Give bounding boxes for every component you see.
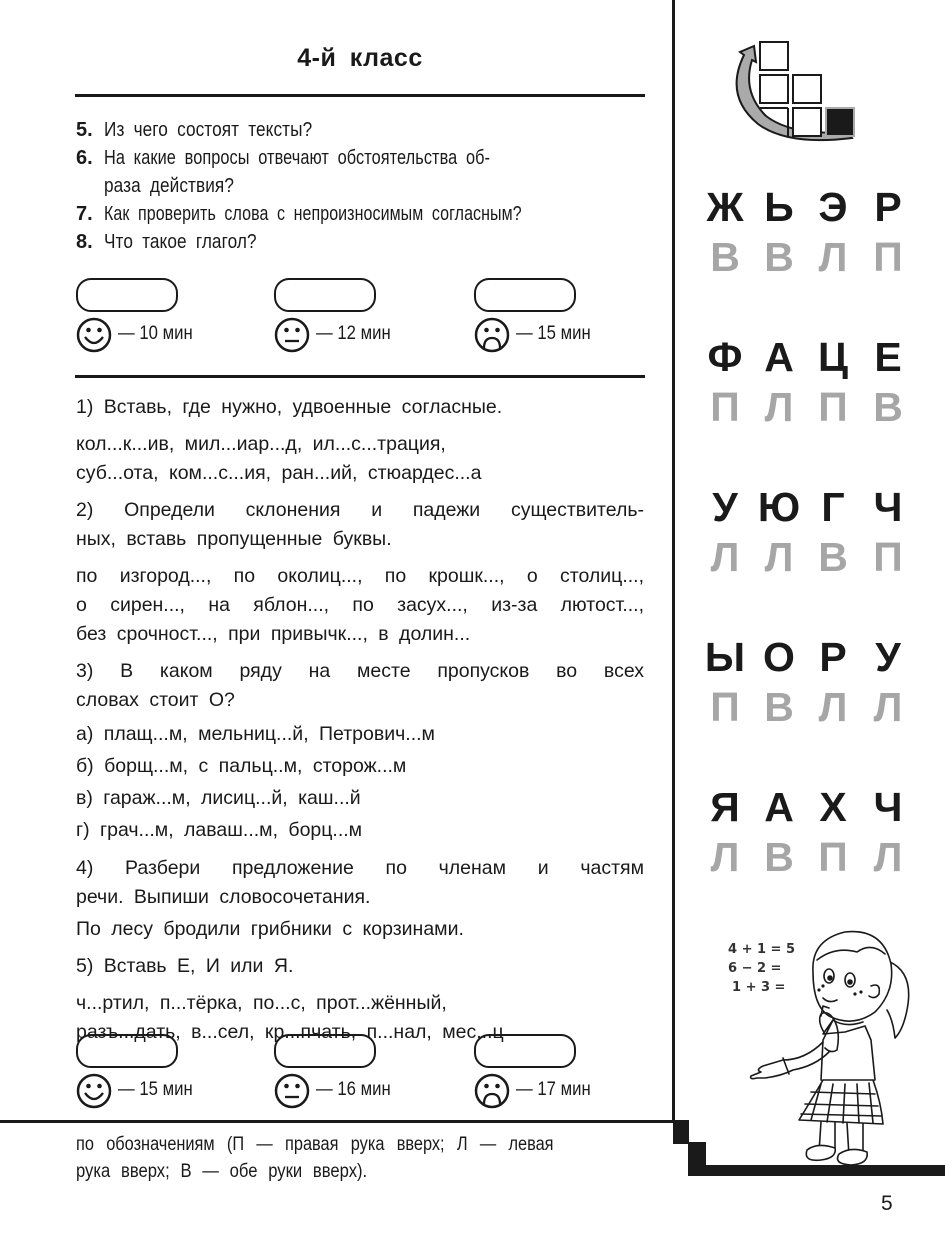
question-text: раза действия? <box>104 175 234 197</box>
question-text: Как проверить слова с непроизносимым согласным? <box>104 203 522 225</box>
hands-row <box>700 382 920 432</box>
hand-letter: П <box>873 234 903 280</box>
task-body-line: суб...ота, ком...с...ия, ран...ий, стюардес...а <box>76 462 482 484</box>
task-2 <box>76 496 644 649</box>
step-block-1 <box>673 1120 689 1144</box>
hands-row <box>700 682 920 732</box>
score-input-box[interactable] <box>474 1034 576 1068</box>
hand-letter: П <box>710 384 740 430</box>
hand-letter: Л <box>764 534 794 580</box>
theory-questions <box>76 116 646 256</box>
title-rule <box>75 94 645 97</box>
letter: Ь <box>764 184 794 230</box>
question-item <box>76 200 646 228</box>
hand-letter: П <box>818 384 848 430</box>
letter: А <box>764 334 794 380</box>
answer-option-g: г) грач...м, лаваш...м, борц...м <box>76 819 363 841</box>
letter: А <box>764 784 794 830</box>
letter-group-1 <box>700 182 920 282</box>
answer-option-a: а) плащ...м, мельниц...й, Петрович...м <box>76 723 435 745</box>
equation-line: 6 − 2 = <box>728 961 782 976</box>
letter: Ч <box>873 784 903 830</box>
letter: Х <box>819 784 847 830</box>
footer-line: рука вверх; В — обе руки вверх). <box>76 1161 368 1182</box>
time-label: — 10 мин <box>118 323 193 344</box>
hand-letter: Л <box>818 234 848 280</box>
letters-row <box>700 332 920 382</box>
sad-face-icon <box>474 1073 510 1109</box>
score-group <box>76 1034 256 1114</box>
hand-letter: П <box>710 684 740 730</box>
question-item-continuation <box>76 172 646 200</box>
question-number: 5. <box>76 119 93 141</box>
letters-row <box>700 782 920 832</box>
task-body-line: о сирен..., на яблон..., по засух..., из-за лютост..., <box>76 594 644 616</box>
task-1 <box>76 393 644 488</box>
task-title: 1) Вставь, где нужно, удвоенные согласные. <box>76 396 503 418</box>
hands-row <box>700 232 920 282</box>
letters-row <box>700 482 920 532</box>
score-input-box[interactable] <box>274 278 376 312</box>
happy-face-icon <box>76 1073 112 1109</box>
neutral-face-icon <box>274 317 310 353</box>
task-title: 3) В каком ряду на месте пропусков во всех <box>76 660 644 682</box>
letter: У <box>875 634 901 680</box>
question-item <box>76 144 646 172</box>
letters-row <box>700 182 920 232</box>
letter: Я <box>710 784 740 830</box>
footer-instructions <box>76 1131 644 1185</box>
score-row-bottom <box>76 1034 646 1114</box>
letter: Ф <box>707 334 743 380</box>
score-row-top <box>76 278 646 358</box>
hand-letter: Л <box>710 834 740 880</box>
question-number: 8. <box>76 231 93 253</box>
letter: Ц <box>818 334 848 380</box>
score-group <box>474 278 654 358</box>
vertical-divider <box>672 0 675 1123</box>
hand-letter: В <box>710 234 740 280</box>
score-input-box[interactable] <box>474 278 576 312</box>
task-title: словах стоит О? <box>76 689 235 711</box>
hand-letter: В <box>764 684 794 730</box>
hand-letter: В <box>764 834 794 880</box>
letter: Ы <box>704 634 746 680</box>
footer-line: по обозначениям (П — правая рука вверх; Л — левая <box>76 1134 554 1155</box>
task-5 <box>76 952 644 1047</box>
score-group <box>274 278 454 358</box>
question-item <box>76 228 646 256</box>
bottom-bar <box>700 1165 945 1176</box>
section-rule <box>75 375 645 378</box>
question-item <box>76 116 646 144</box>
question-number: 6. <box>76 147 93 169</box>
girl-figure-icon <box>725 920 935 1165</box>
task-body-line: разъ...дать, в...сел, кр...пчать, п...нал, мес...ц <box>76 1021 504 1043</box>
question-text: На какие вопросы отвечают обстоятельства об- <box>104 147 491 169</box>
time-label: — 16 мин <box>316 1079 391 1100</box>
letter: Ж <box>706 184 744 230</box>
task-body-line: По лесу бродили грибники с корзинами. <box>76 918 464 940</box>
page-title: 4-й класс <box>297 44 423 72</box>
time-label: — 15 мин <box>516 323 591 344</box>
answer-option-v: в) гараж...м, лисиц...й, каш...й <box>76 787 361 809</box>
letter-group-2 <box>700 332 920 432</box>
hand-letter: П <box>818 834 848 880</box>
question-number: 7. <box>76 203 93 225</box>
score-group <box>76 278 256 358</box>
hand-letter: В <box>818 534 848 580</box>
task-list <box>76 393 644 1047</box>
task-body-line: по изгород..., по околиц..., по крошк..., о столиц..., <box>76 565 644 587</box>
letter: Е <box>874 334 902 380</box>
bottom-divider <box>0 1120 675 1123</box>
score-input-box[interactable] <box>76 278 178 312</box>
task-title: 2) Определи склонения и падежи существитель- <box>76 499 644 521</box>
hand-letter: В <box>873 384 903 430</box>
score-group <box>274 1034 454 1114</box>
time-label: — 12 мин <box>316 323 391 344</box>
letter: Р <box>819 634 847 680</box>
letter-group-5 <box>700 782 920 882</box>
sad-face-icon <box>474 317 510 353</box>
letter: У <box>712 484 738 530</box>
neutral-face-icon <box>274 1073 310 1109</box>
score-input-box[interactable] <box>274 1034 376 1068</box>
letter-group-4 <box>700 632 920 732</box>
score-input-box[interactable] <box>76 1034 178 1068</box>
letters-row <box>700 632 920 682</box>
stairs-arrow-logo-icon <box>728 36 863 146</box>
letter: Э <box>818 184 848 230</box>
letter: Ю <box>757 484 801 530</box>
task-title: 5) Вставь Е, И или Я. <box>76 955 294 977</box>
letter: Р <box>874 184 902 230</box>
task-title: 4) Разбери предложение по членам и частям <box>76 857 644 879</box>
time-label: — 17 мин <box>516 1079 591 1100</box>
question-text: Что такое глагол? <box>104 231 257 253</box>
hands-row <box>700 532 920 582</box>
answer-option-b: б) борщ...м, с пальц..м, сторож...м <box>76 755 407 777</box>
letter-group-3 <box>700 482 920 582</box>
equation-line: 1 + 3 = <box>732 980 786 995</box>
girl-at-blackboard-illustration <box>725 920 935 1165</box>
task-title: ных, вставь пропущенные буквы. <box>76 528 392 550</box>
task-title: речи. Выпиши словосочетания. <box>76 886 371 908</box>
time-label: — 15 мин <box>118 1079 193 1100</box>
task-body-line: ч...ртил, п...тёрка, по...с, прот...жённый, <box>76 992 447 1014</box>
letter: О <box>763 634 795 680</box>
task-3 <box>76 657 644 846</box>
equation-line: 4 + 1 = 5 <box>728 942 796 957</box>
task-body-line: кол...к...ив, мил...иар...д, ил...с...трация, <box>76 433 446 455</box>
question-text: Из чего состоят тексты? <box>104 119 313 141</box>
hands-row <box>700 832 920 882</box>
letter: Г <box>821 484 845 530</box>
letter: Ч <box>873 484 903 530</box>
hand-letter: Л <box>710 534 740 580</box>
happy-face-icon <box>76 317 112 353</box>
hand-letter: Л <box>873 834 903 880</box>
score-group <box>474 1034 654 1114</box>
hand-letter: П <box>873 534 903 580</box>
hand-letter: Л <box>764 384 794 430</box>
task-body-line: без срочност..., при привычк..., в долин... <box>76 623 471 645</box>
page-number: 5 <box>881 1192 893 1215</box>
task-4 <box>76 854 644 944</box>
hand-letter: Л <box>873 684 903 730</box>
hand-letter: В <box>764 234 794 280</box>
hand-letter: Л <box>818 684 848 730</box>
